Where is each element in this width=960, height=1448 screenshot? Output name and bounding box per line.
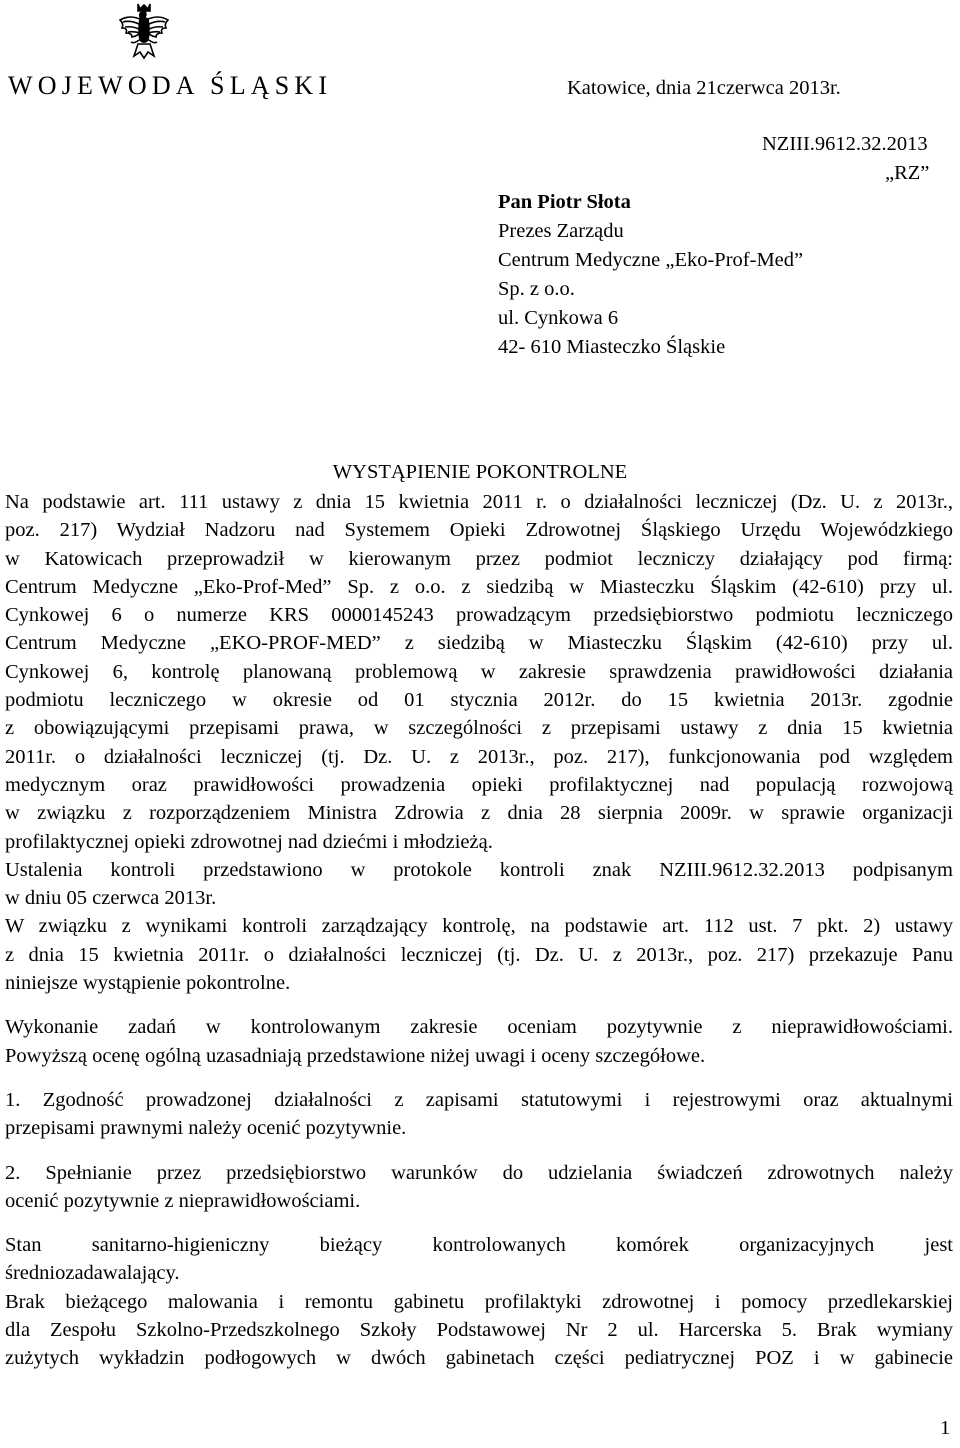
reference-suffix: „RZ” (885, 162, 930, 184)
recipient-address (498, 188, 803, 362)
sanitary-line: zużytych wykładzin podłogowych w dwóch gabinetach części pediatrycznej POZ i w gabinecie (5, 1347, 953, 1370)
body-line: W związku z wynikami kontroli zarządzający kontrolę, na podstawie art. 112 ust. 7 pkt. 2) ustawy (5, 915, 953, 938)
body-line: z dnia 15 kwietnia 2011r. o działalności leczniczej (tj. Dz. U. z 2013r., poz. 217) przekazuje Panu (5, 943, 953, 966)
point-1-line: przepisami prawnymi należy ocenić pozytywnie. (5, 1117, 407, 1140)
body-line: w dniu 05 czerwca 2013r. (5, 887, 217, 910)
point-2-line: ocenić pozytywnie z nieprawidłowościami. (5, 1189, 361, 1212)
sanitary-line: Brak bieżącego malowania i remontu gabinetu profilaktyki zdrowotnej i pomocy przedlekarskiej (5, 1290, 953, 1313)
assessment-line: Wykonanie zadań w kontrolowanym zakresie oceniam pozytywnie z nieprawidłowościami. (5, 1016, 953, 1039)
body-line: z obowiązującymi przepisami prawa, w szczególności z przepisami ustawy z dnia 15 kwietnia (5, 717, 953, 740)
assessment-line: Powyższą ocenę ogólną uzasadniają przedstawione niżej uwagi i oceny szczegółowe. (5, 1044, 706, 1067)
polish-eagle-emblem-icon (112, 0, 176, 64)
body-line: Centrum Medyczne „EKO-PROF-MED” z siedzibą w Miasteczku Śląskim (42-610) przy ul. (5, 632, 953, 655)
sanitary-line: dla Zespołu Szkolno-Przedszkolnego Szkoły Podstawowej Nr 2 ul. Harcerska 5. Brak wymiany (5, 1319, 953, 1342)
recipient-legal-form: Sp. z o.o. (498, 278, 575, 300)
recipient-street: ul. Cynkowa 6 (498, 307, 619, 329)
body-line: w związku z rozporządzeniem Ministra Zdrowia z dnia 28 sierpnia 2009r. w sprawie organizacji (5, 802, 953, 825)
document-title: WYSTĄPIENIE POKONTROLNE (332, 461, 628, 483)
body-line: Centrum Medyczne „Eko-Prof-Med” Sp. z o.o. z siedzibą w Miasteczku Śląskim (42-610) przy ul. (5, 575, 953, 598)
body-line: poz. 217) Wydział Nadzoru nad Systemem Opieki Zdrowotnej Śląskiego Urzędu Wojewódzkiego (5, 519, 953, 542)
body-line: Na podstawie art. 111 ustawy z dnia 15 kwietnia 2011 r. o działalności leczniczej (Dz. U. z 2013r., (5, 491, 953, 513)
recipient-city: 42- 610 Miasteczko Śląskie (498, 336, 726, 358)
body-line: Cynkowej 6 o numerze KRS 0000145243 prowadzącym przedsiębiorstwo podmiotu leczniczego (5, 604, 953, 627)
body-line: podmiotu leczniczego w okresie od 01 stycznia 2012r. do 15 kwietnia 2013r. zgodnie (5, 689, 953, 712)
body-line: 2011r. o działalności leczniczej (tj. Dz. U. z 2013r., poz. 217), funkcjonowania pod względem (5, 745, 953, 768)
sanitary-line: Stan sanitarno-higieniczny bieżący kontrolowanych komórek organizacyjnych jest (5, 1234, 953, 1257)
place-and-date: Katowice, dnia 21czerwca 2013r. (567, 77, 841, 99)
page-number: 1 (940, 1417, 951, 1439)
point-1-line: 1. Zgodność prowadzonej działalności z zapisami statutowymi i rejestrowymi oraz aktualnymi (5, 1088, 953, 1111)
sanitary-line: średniozadawalający. (5, 1262, 180, 1285)
point-2-line: 2. Spełnianie przez przedsiębiorstwo warunków do udzielania świadczeń zdrowotnych należy (5, 1161, 953, 1184)
body-line: w Katowicach przeprowadził w kierowanym przez podmiot leczniczy działający pod firmą: (5, 547, 953, 570)
reference-number: NZIII.9612.32.2013 (762, 133, 928, 155)
recipient-position: Prezes Zarządu (498, 220, 624, 242)
document-body (5, 488, 953, 1373)
recipient-organization: Centrum Medyczne „Eko-Prof-Med” (498, 249, 804, 271)
body-line: profilaktycznej opieki zdrowotnej nad dziećmi i młodzieżą. (5, 830, 493, 853)
body-line: Cynkowej 6, kontrolę planowaną problemową w zakresie sprawdzenia prawidłowości działania (5, 660, 953, 683)
body-line: niniejsze wystąpienie pokontrolne. (5, 972, 291, 995)
body-line: medycznym oraz prawidłowości prowadzenia opieki profilaktycznej nad populacją rozwojową (5, 773, 953, 796)
body-line: Ustalenia kontroli przedstawiono w protokole kontroli znak NZIII.9612.32.2013 podpisanym (5, 858, 953, 881)
issuing-office-title: WOJEWODA ŚLĄSKI (8, 71, 333, 100)
recipient-name: Pan Piotr Słota (498, 191, 631, 213)
